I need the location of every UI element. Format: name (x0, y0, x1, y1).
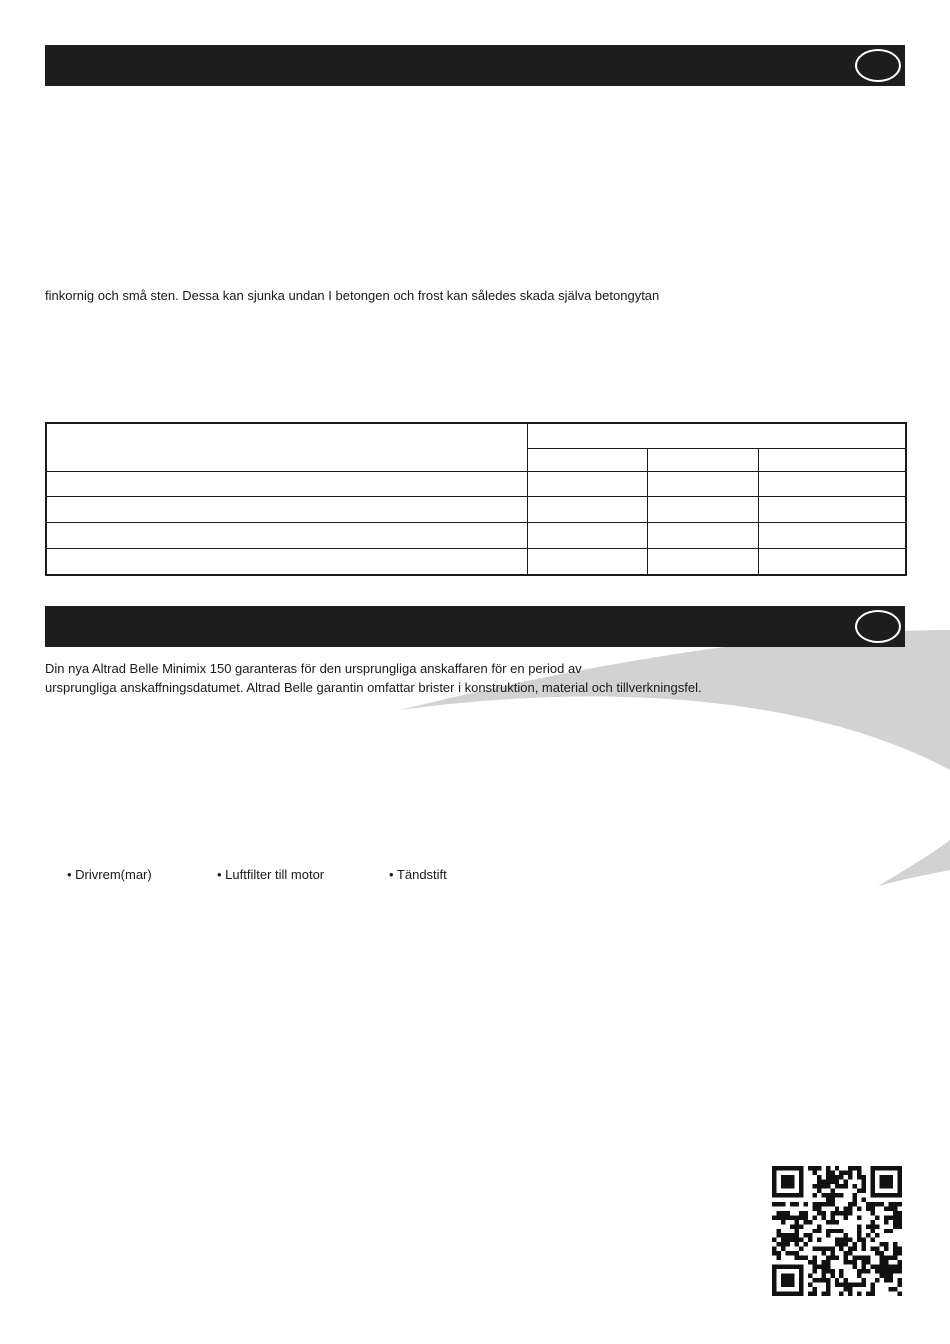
table-row (46, 472, 906, 497)
qr-code-icon (772, 1166, 902, 1296)
warranty-text-line: Din nya Altrad Belle Minimix 150 garanteras för den ursprungliga anskaffaren för en period av (45, 661, 582, 676)
section-header-bar (45, 45, 905, 86)
warranty-text-line: ursprungliga anskaffningsdatumet. Altrad Belle garantin omfattar brister i konstruktion, material och tillverkningsfel. (45, 680, 702, 695)
table-row (46, 549, 906, 576)
table-row (46, 523, 906, 549)
list-item: • Tändstift (389, 867, 447, 882)
table-cell (527, 423, 906, 449)
table-cell (46, 423, 527, 472)
list-item: • Drivrem(mar) (67, 867, 152, 882)
table-cell (758, 449, 906, 472)
table-row (46, 497, 906, 523)
oval-badge-icon (855, 49, 901, 82)
list-item: • Luftfilter till motor (217, 867, 325, 882)
table-cell (647, 449, 758, 472)
oval-badge-icon (855, 610, 901, 643)
body-text: finkornig och små sten. Dessa kan sjunka undan I betongen och frost kan således skada själva betongytan (45, 288, 660, 303)
warranty-header-bar (45, 606, 905, 647)
table-cell (527, 449, 647, 472)
spec-table (45, 422, 907, 576)
